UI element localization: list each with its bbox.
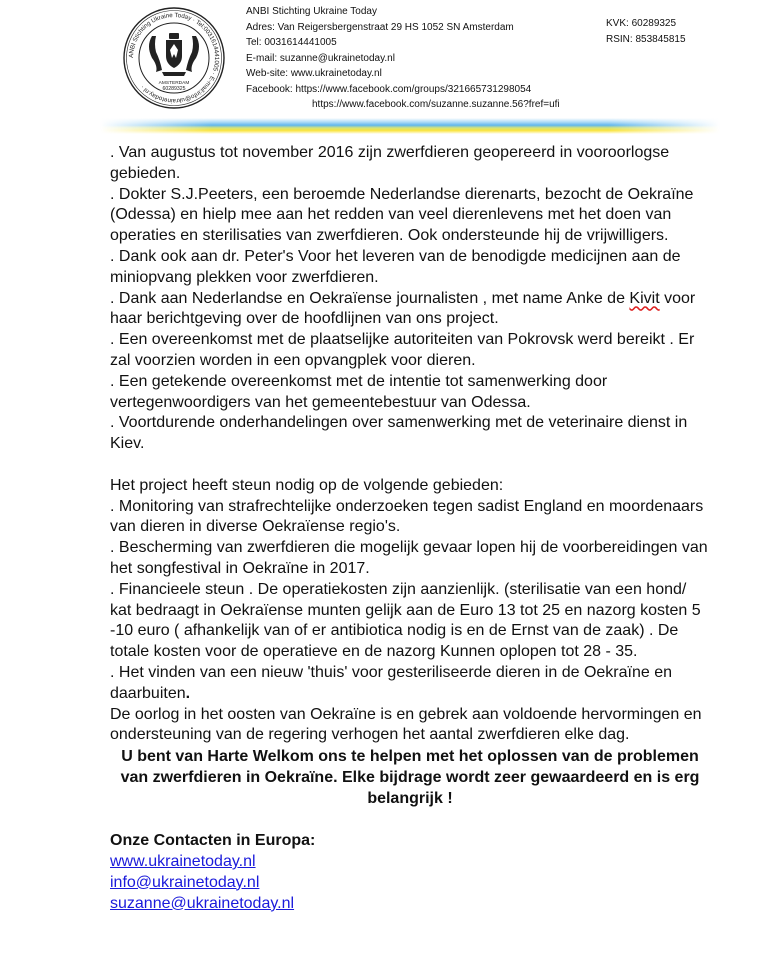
- paragraph: . Dank ook aan dr. Peter's Voor het leveren van de benodigde medicijnen aan de miniopvang plekken voor zwerfdieren.: [110, 247, 681, 286]
- coat-of-arms-icon: [149, 33, 199, 76]
- letterhead-contact-block: [246, 4, 560, 113]
- kvk-number: KVK: 60289325: [606, 18, 677, 29]
- registration-numbers: [606, 16, 686, 48]
- paragraph: . Monitoring van strafrechtelijke onderzoeken tegen sadist England en moordenaars van dieren in diverse Oekraïense regio's.: [110, 497, 704, 536]
- paragraph: . Een getekende overeenkomst met de intentie tot samenwerking door vertegenwoordigers van het gemeentebestuur van Odessa.: [110, 372, 608, 411]
- letterhead: [0, 0, 765, 140]
- paragraph: . Een overeenkomst met de plaatselijke autoriteiten van Pokrovsk werd bereikt . Er zal voorzien worden in een opvangplek voor dieren.: [110, 331, 695, 369]
- suzanne-email-link[interactable]: suzanne@ukrainetoday.nl: [110, 894, 295, 912]
- org-email: E-mail: suzanne@ukrainetoday.nl: [246, 52, 395, 64]
- call-to-action: U bent van Harte Welkom ons te helpen met het oplossen van de problemen van zwerfdieren in Oekraïne. Elke bijdrage wordt zeer gewaardeerd en is erg belangrijk !: [120, 748, 700, 808]
- rsin-number: RSIN: 853845815: [606, 34, 686, 45]
- org-address: Adres: Van Reigersbergenstraat 29 HS 1052 SN Amsterdam: [246, 21, 514, 33]
- org-facebook-profile: https://www.facebook.com/suzanne.suzanne.56?fref=ufi: [312, 99, 560, 110]
- org-website: Web-site: www.ukrainetoday.nl: [246, 68, 382, 79]
- paragraph: . Dokter S.J.Peeters, een beroemde Nederlandse dierenarts, bezocht de Oekraïne (Odessa) en hielp mee aan het redden van veel dierenlevens met het doen van operaties en sterilisaties van zwerfdieren. Ook ondersteunde hij de vrijwilligers.: [110, 185, 694, 245]
- org-phone: Tel: 0031614441005: [246, 37, 337, 48]
- org-name: ANBI Stichting Ukraine Today: [246, 6, 377, 17]
- paragraph: De oorlog in het oosten van Oekraïne is en gebrek aan voldoende hervormingen en ondersteuning van de regering verhogen het aantal zwerfdieren elke dag.: [110, 705, 702, 744]
- paragraph: . Het vinden van een nieuw 'thuis' voor gesteriliseerde dieren in de Oekraïne en daarbuiten.: [110, 663, 672, 702]
- org-facebook-group: Facebook: https://www.facebook.com/groups/321665731298054: [246, 83, 532, 95]
- paragraph: . Financieele steun . De operatiekosten zijn aanzienlijk. (sterilisatie van een hond/ kat bedraagt in Oekraïense munten gelijk aan de Euro 13 tot 25 en nazorg kosten 5 -10 euro ( afhankelijk van of er antibiotica nodig is en de Ernst van de zaak) . De totale kosten voor de operatieve en de nazorg Kunnen oplopen tot 28 - 35.: [110, 580, 701, 661]
- ukraine-color-stripe: [100, 118, 720, 134]
- seal-ring-text: ANBI Stichting Ukraine Today · Tel:0031614441005 · E-mail:info@ukrainetoday.nl ·: [127, 11, 221, 105]
- document-body: [110, 143, 710, 914]
- paragraph: . Van augustus tot november 2016 zijn zwerfdieren geopereerd in vooroorlogse gebieden.: [110, 144, 670, 182]
- website-link[interactable]: www.ukrainetoday.nl: [110, 852, 256, 870]
- seal-city: AMSTERDAM: [158, 81, 190, 86]
- paragraph: . Voortdurende onderhandelingen over samenwerking met de veterinaire dienst in Kiev.: [110, 414, 688, 453]
- organization-seal: [122, 6, 226, 110]
- contacts-title: Onze Contacten in Europa:: [110, 832, 316, 850]
- paragraph: . Dank aan Nederlandse en Oekraïense journalisten , met name Anke de Kivit voor haar berichtgeving over de hoofdlijnen van ons project.: [110, 289, 696, 328]
- contacts-section: [110, 831, 710, 914]
- spellcheck-word: Kivit: [629, 289, 660, 307]
- paragraph: . Bescherming van zwerfdieren die mogelijk gevaar lopen hij de voorbereidingen van het songfestival in Oekraïne in 2017.: [110, 539, 708, 577]
- section-heading: Het project heeft steun nodig op de volgende gebieden:: [110, 476, 504, 494]
- info-email-link[interactable]: info@ukrainetoday.nl: [110, 873, 260, 891]
- seal-number: 60289325: [162, 86, 186, 92]
